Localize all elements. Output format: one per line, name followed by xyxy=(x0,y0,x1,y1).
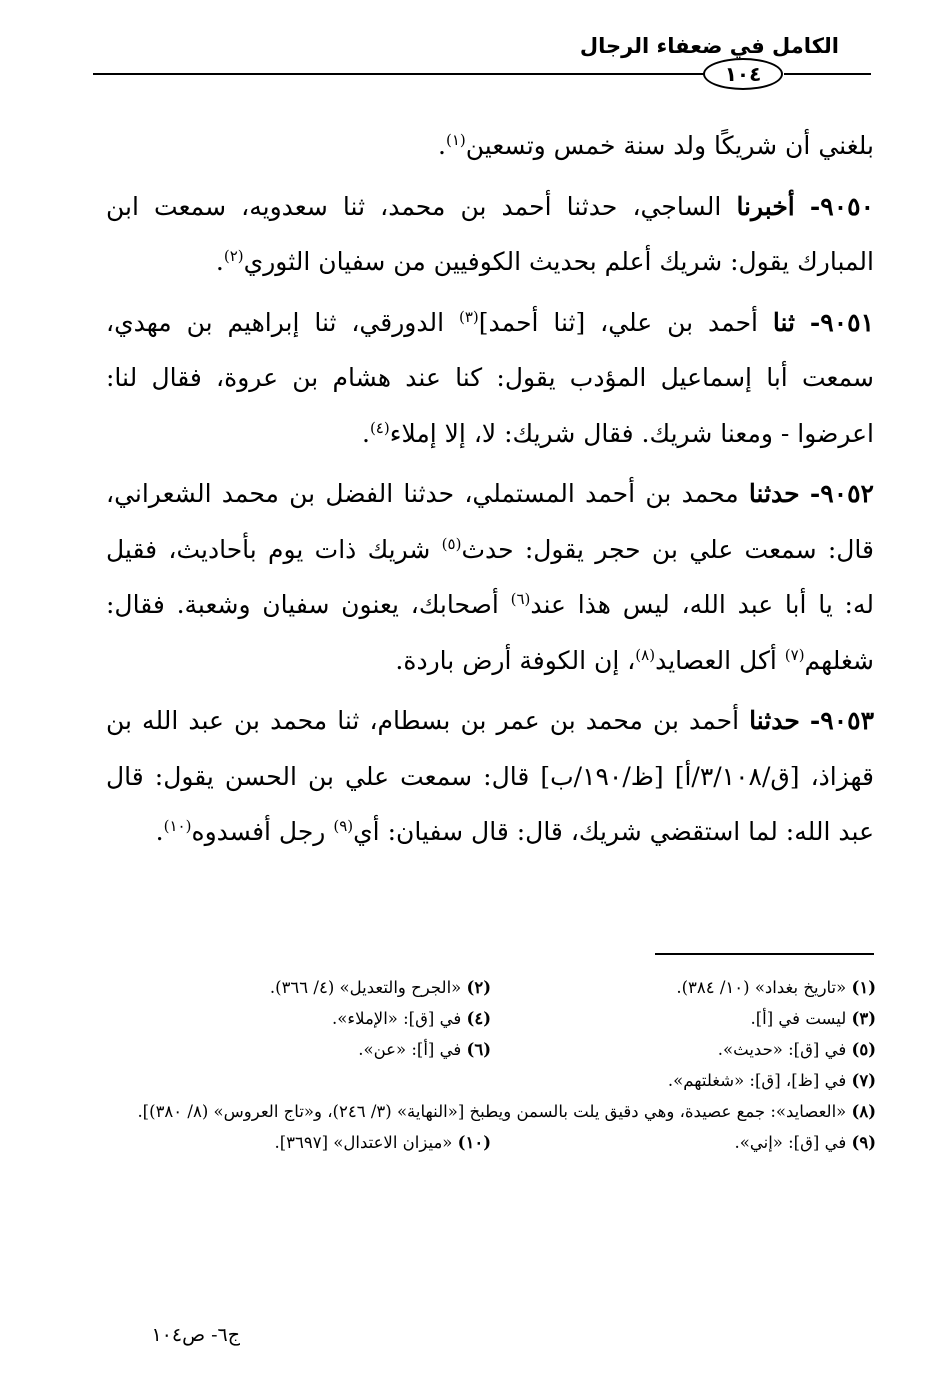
narration-keyword: حدثنا xyxy=(749,706,800,735)
hadith-entry xyxy=(106,295,874,462)
narration-keyword: حدثنا xyxy=(748,479,800,508)
page-number-badge xyxy=(703,58,783,90)
footnote-9 xyxy=(491,1127,876,1158)
hadith-entry xyxy=(106,179,874,290)
hadith-entry xyxy=(106,466,874,688)
footnote-5 xyxy=(491,1034,876,1065)
header-rule xyxy=(784,73,871,75)
footnote-text: في [أ]: «عن». xyxy=(358,1040,462,1059)
footnote-text: في [ظ]، [ق]: «شغلتهم». xyxy=(667,1071,847,1090)
footnote-2 xyxy=(106,972,491,1003)
footnote-ref[interactable]: (٧) xyxy=(784,645,805,664)
entry-text: الساجي، حدثنا أحمد بن محمد، ثنا سعدويه، سمعت ابن المبارك يقول: شريك أعلم بحديث الكوفيين من سفيان الثوري xyxy=(106,191,874,276)
entry-text: أصحابك، يعنون سفيان وشعبة. فقال: شغلهم xyxy=(106,590,874,675)
footnote-ref[interactable]: (١٠) xyxy=(163,817,192,835)
paragraph xyxy=(106,118,874,174)
footnote-row xyxy=(106,1003,876,1034)
footnote-text: «العصايد»: جمع عصيدة، وهي دقيق يلت بالسمن ويطبخ [«النهاية» (٣/ ٢٤٦)، و«تاج العروس» (٨/ ٣٨٠)]. xyxy=(137,1102,847,1121)
entry-text: رجل أفسدوه xyxy=(191,817,326,846)
entry-number: ٩٠٥٣- xyxy=(809,706,874,735)
entry-text: الدورقي، ثنا إبراهيم بن مهدي، سمعت أبا إسماعيل المؤدب يقول: كنا عند هشام بن عروة، فقال لنا: اعرضوا - ومعنا شريك. فقال شريك: لا، إلا إملاء xyxy=(106,307,874,448)
entry-number: ٩٠٥٢- xyxy=(809,479,874,508)
footnote-ref[interactable]: (٢) xyxy=(223,247,244,265)
footnote-7 xyxy=(106,1065,876,1096)
footnote-ref[interactable]: (٩) xyxy=(333,817,354,835)
entry-text: أكل العصايد xyxy=(655,645,777,675)
narration-keyword: ثنا xyxy=(772,307,795,337)
footnote-number: (٦) xyxy=(466,1040,491,1059)
entry-text: . xyxy=(215,247,224,276)
entry-text: . xyxy=(155,817,164,846)
narration-keyword: أخبرنا xyxy=(736,191,795,221)
footnote-10 xyxy=(106,1127,491,1158)
paragraph-text: بلغني أن شريكًا ولد سنة خمس وتسعين xyxy=(465,131,874,160)
footnote-number: (٥) xyxy=(851,1040,876,1059)
footnote-3 xyxy=(491,1003,876,1034)
footnote-number: (٣) xyxy=(851,1009,876,1028)
footnote-text: «تاريخ بغداد» (١٠/ ٣٨٤). xyxy=(676,978,847,997)
entry-text: شريك ذات يوم بأحاديث، فقيل له: يا أبا عبد الله، ليس هذا عند xyxy=(106,534,874,619)
footnote-ref[interactable]: (٤) xyxy=(369,418,390,437)
entry-number: ٩٠٥١- xyxy=(809,307,875,337)
footnote-number: (٨) xyxy=(851,1102,876,1121)
entry-text: . xyxy=(361,418,370,448)
footnote-text: «ميزان الاعتدال» [٣٦٩٧]. xyxy=(274,1133,453,1152)
footnote-ref[interactable]: (٦) xyxy=(510,590,531,608)
hadith-entry xyxy=(106,693,874,860)
footnote-ref[interactable]: (١) xyxy=(445,131,466,149)
footnote-row xyxy=(106,972,876,1003)
footnote-ref[interactable]: (٥) xyxy=(441,534,462,553)
entry-number: ٩٠٥٠- xyxy=(809,191,874,221)
footnote-text: في [ق]: «إني». xyxy=(734,1133,847,1152)
volume-page-reference: ج٦- ص١٠٤ xyxy=(151,1324,240,1346)
footnote-separator xyxy=(655,953,874,955)
entry-text: أحمد بن محمد بن عمر بن بسطام، ثنا محمد بن عبد الله بن قهزاذ، [ق/٣/١٠٨/أ] [ظ/١٩٠/ب] قال: سمعت علي بن الحسن يقول: قال عبد الله: لما استقضي شريك، قال: قال سفيان: أي xyxy=(106,706,874,846)
footnote-ref[interactable]: (٣) xyxy=(458,307,479,326)
footnote-number: (١) xyxy=(851,978,876,997)
entry-text: أحمد بن علي، [ثنا أحمد] xyxy=(478,307,758,337)
entry-text: ، إن الكوفة أرض باردة. xyxy=(395,645,636,675)
footnotes xyxy=(106,972,876,1158)
footnote-row xyxy=(106,1127,876,1158)
footnote-text: ليست في [أ]. xyxy=(750,1009,847,1028)
footnote-6 xyxy=(106,1034,491,1065)
footnote-8 xyxy=(106,1096,876,1127)
header-rule xyxy=(93,73,704,75)
footnote-row xyxy=(106,1034,876,1065)
footnote-number: (٤) xyxy=(466,1009,491,1028)
footnote-1 xyxy=(491,972,876,1003)
entry-text: محمد بن أحمد المستملي، حدثنا الفضل بن محمد الشعراني، قال: سمعت علي بن حجر يقول: حدث xyxy=(106,479,875,564)
footnote-4 xyxy=(106,1003,491,1034)
footnote-number: (٧) xyxy=(851,1071,876,1090)
footnote-number: (٩) xyxy=(851,1133,876,1152)
footnote-number: (٢) xyxy=(466,978,491,997)
footnote-text: «الجرح والتعديل» (٤/ ٣٦٦). xyxy=(269,978,462,997)
page-number: ١٠٤ xyxy=(724,62,762,86)
paragraph-text: . xyxy=(438,131,446,160)
footnote-text: في [ق]: «حديث». xyxy=(717,1040,847,1059)
footnote-text: في [ق]: «الإملاء». xyxy=(332,1009,462,1028)
book-title: الكامل في ضعفاء الرجال xyxy=(579,34,839,58)
main-text xyxy=(106,118,874,860)
footnote-ref[interactable]: (٨) xyxy=(635,645,656,664)
footnote-number: (١٠) xyxy=(457,1133,491,1152)
